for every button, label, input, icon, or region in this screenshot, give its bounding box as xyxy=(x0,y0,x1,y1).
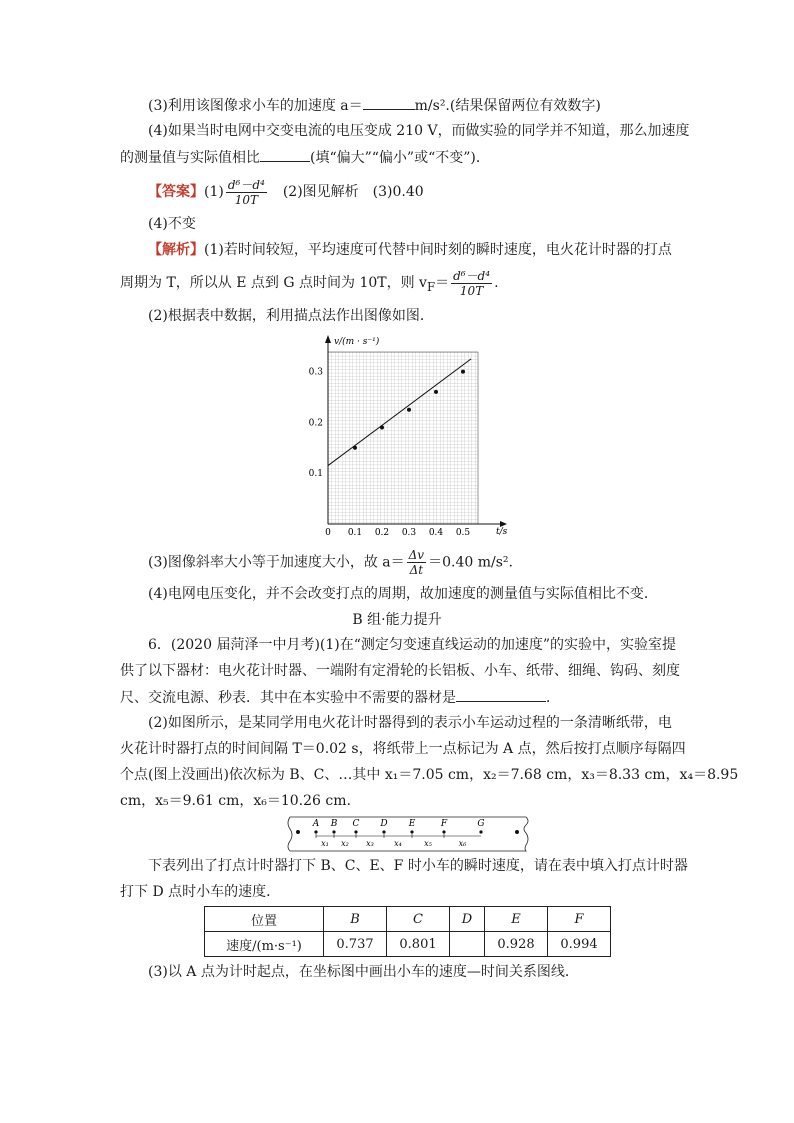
x-tick-label: 0.4 xyxy=(428,528,444,537)
fraction-denominator: 10T xyxy=(234,192,258,207)
data-point xyxy=(434,390,438,394)
analysis-3-result: ＝0.40 m/s². xyxy=(428,554,513,571)
velocity-time-graph xyxy=(300,332,520,537)
q5-part3-unit: m/s².(结果保留两位有效数字) xyxy=(414,98,601,114)
table-row xyxy=(205,932,611,957)
velocity-table xyxy=(204,906,611,957)
q6-part2-line3: 个点(图上没画出)依次标为 B、C、…其中 x₁＝7.05 cm，x₂＝7.68 cm，x₃＝8.33 cm，x₄＝8.95 xyxy=(120,767,739,783)
answer-part1-label: (1) xyxy=(204,184,224,200)
table-cell: 0.994 xyxy=(548,932,611,957)
q6-part2-line4: cm，x₅＝9.61 cm，x₆＝10.26 cm. xyxy=(120,793,351,809)
table-intro-line1: 下表列出了打点计时器打下 B、C、E、F 时小车的瞬时速度，请在表中填入打点计时器 xyxy=(148,858,688,874)
tape-segment-label: x₂ xyxy=(341,839,349,848)
q5-part4-text: 的测量值与实际值相比 xyxy=(120,150,260,166)
q6-line1: 6．(2020 届菏泽一中月考)(1)在“测定匀变速直线运动的加速度”的实验中，实验室提 xyxy=(148,637,677,653)
answer-blank[interactable] xyxy=(260,147,310,162)
slope-fraction xyxy=(407,548,426,577)
section-title: B 组·能力提升 xyxy=(352,612,442,628)
analysis-1a xyxy=(148,240,672,260)
table-header-row xyxy=(205,907,611,932)
table-header-cell: C xyxy=(387,907,450,932)
tape-point xyxy=(410,830,413,833)
table-header-cell: B xyxy=(324,907,387,932)
y-axis-arrow xyxy=(325,335,331,343)
data-point xyxy=(380,425,384,429)
x-tick-label: 0.5 xyxy=(455,528,471,537)
tape-point-label: A xyxy=(312,819,320,829)
tape-segment-label: x₃ xyxy=(366,839,374,848)
y-tick-label: 0.3 xyxy=(308,367,323,378)
tape-point-label: F xyxy=(440,819,448,829)
y-tick-label: 0.1 xyxy=(308,469,323,480)
tape-point-label: D xyxy=(380,819,388,829)
x-tick-label: 0 xyxy=(325,528,331,537)
tape-dot xyxy=(296,830,300,834)
q6-line3-text: 尺、交流电源、秒表．其中在本实验中不需要的器材是 xyxy=(120,690,456,706)
tape-point xyxy=(479,830,482,833)
table-cell: 0.801 xyxy=(387,932,450,957)
table-cell: 0.737 xyxy=(324,932,387,957)
y-axis-label: v/(m · s⁻¹) xyxy=(334,337,380,347)
paper-tape-diagram xyxy=(284,815,532,853)
analysis-1a-text: (1)若时间较短，平均速度可代替中间时刻的瞬时速度，电火花计时器的打点 xyxy=(204,242,672,258)
fraction-denominator: Δt xyxy=(409,563,424,577)
q6-part2-line2: 火花计时器打点的时间间隔 T＝0.02 s，将纸带上一点标记为 A 点，然后按打点顺序每隔四 xyxy=(120,741,686,757)
grid-area xyxy=(328,352,478,524)
answer-fraction xyxy=(226,178,267,207)
tape-point xyxy=(442,830,445,833)
q5-part3 xyxy=(148,95,601,116)
x-tick-label: 0.2 xyxy=(374,528,390,537)
table-header-cell: D xyxy=(450,907,485,932)
table-header-cell: 位置 xyxy=(205,907,324,932)
tape-point xyxy=(354,830,357,833)
q6-line3 xyxy=(120,687,560,708)
tape-segment-label: x₅ xyxy=(424,839,432,848)
answer-rest: (2)图见解析 (3)0.40 xyxy=(282,184,424,200)
q5-part3-text: (3)利用该图像求小车的加速度 a＝ xyxy=(148,98,363,114)
analysis-2: (2)根据表中数据，利用描点法作出图像如图． xyxy=(148,308,434,324)
table-header-cell: E xyxy=(485,907,548,932)
tape-segment-label: x₆ xyxy=(458,839,467,848)
q6-part2-line1: (2)如图所示，是某同学用电火花计时器得到的表示小车运动过程的一条清晰纸带，电 xyxy=(148,715,672,731)
table-header-cell: F xyxy=(548,907,611,932)
fraction-numerator: d⁶－d⁴ xyxy=(453,268,491,283)
fraction-numerator: d⁶－d⁴ xyxy=(227,177,265,192)
y-tick-label: 0.2 xyxy=(308,418,323,429)
equals-sign: ＝ xyxy=(435,275,450,291)
q5-part4-line1: (4)如果当时电网中交变电流的电压变成 210 V，而做实验的同学并不知道，那么加速度 xyxy=(148,123,690,139)
table-cell: 0.928 xyxy=(485,932,548,957)
tape-segment-label: x₁ xyxy=(321,839,329,848)
analysis-4: (4)电网电压变化，并不会改变打点的周期，故加速度的测量值与实际值相比不变． xyxy=(148,586,658,602)
q5-part4-line2 xyxy=(120,147,490,168)
x-axis-label: t/s xyxy=(496,527,508,537)
data-point xyxy=(353,446,357,450)
answer-blank[interactable] xyxy=(363,95,415,110)
tape-point xyxy=(332,830,335,833)
data-point xyxy=(461,370,465,374)
q6-line3-end: ． xyxy=(546,690,560,706)
analysis-1b: 周期为 T，所以从 E 点到 G 点时间为 10T，则 $v_F=$ $\frac{\text{d⁶－d⁴}}{10T}$ . xyxy=(120,268,499,298)
tape-point-label: G xyxy=(477,819,485,829)
answer-part4: (4)不变 xyxy=(148,216,196,232)
x-tick-label: 0.1 xyxy=(347,528,363,537)
tape-point-label: E xyxy=(408,819,416,829)
data-point xyxy=(407,408,411,412)
q5-part4-hint: (填“偏大”“偏小”或“不变”)． xyxy=(310,150,490,166)
analysis-3-text: (3)图像斜率大小等于加速度大小，故 a＝ xyxy=(148,554,405,571)
tape-point-label: C xyxy=(352,819,360,829)
answer-blank[interactable] xyxy=(456,687,546,702)
table-intro-line2: 打下 D 点时小车的速度． xyxy=(120,884,281,900)
table-row-label: 速度/(m·s⁻¹) xyxy=(205,932,324,957)
analysis-fraction xyxy=(451,269,492,298)
analysis-3 xyxy=(148,548,513,577)
tape-segment-label: x₄ xyxy=(394,839,402,848)
answer-tag: 【答案】 xyxy=(148,184,204,200)
subscript-f: F xyxy=(426,279,436,294)
analysis-tag: 【解析】 xyxy=(148,242,204,258)
tape-point-label: B xyxy=(330,819,338,829)
fraction-numerator: Δv xyxy=(408,548,425,562)
tape-point xyxy=(314,830,317,833)
q6-part3: (3)以 A 点为计时起点，在坐标图中画出小车的速度—时间关系图线． xyxy=(148,964,579,980)
fraction-denominator: 10T xyxy=(459,283,484,298)
tape-point xyxy=(382,830,385,833)
x-tick-label: 0.3 xyxy=(401,528,417,537)
answer-block xyxy=(148,176,424,208)
analysis-1b-text: 周期为 T，所以从 E 点到 G 点时间为 10T，则 v xyxy=(120,275,427,291)
table-cell-blank[interactable] xyxy=(450,932,485,957)
tape-dot xyxy=(515,830,519,834)
q6-line2: 供了以下器材：电火花计时器、一端附有定滑轮的长铝板、小车、纸带、细绳、钩码、刻度 xyxy=(120,663,680,679)
